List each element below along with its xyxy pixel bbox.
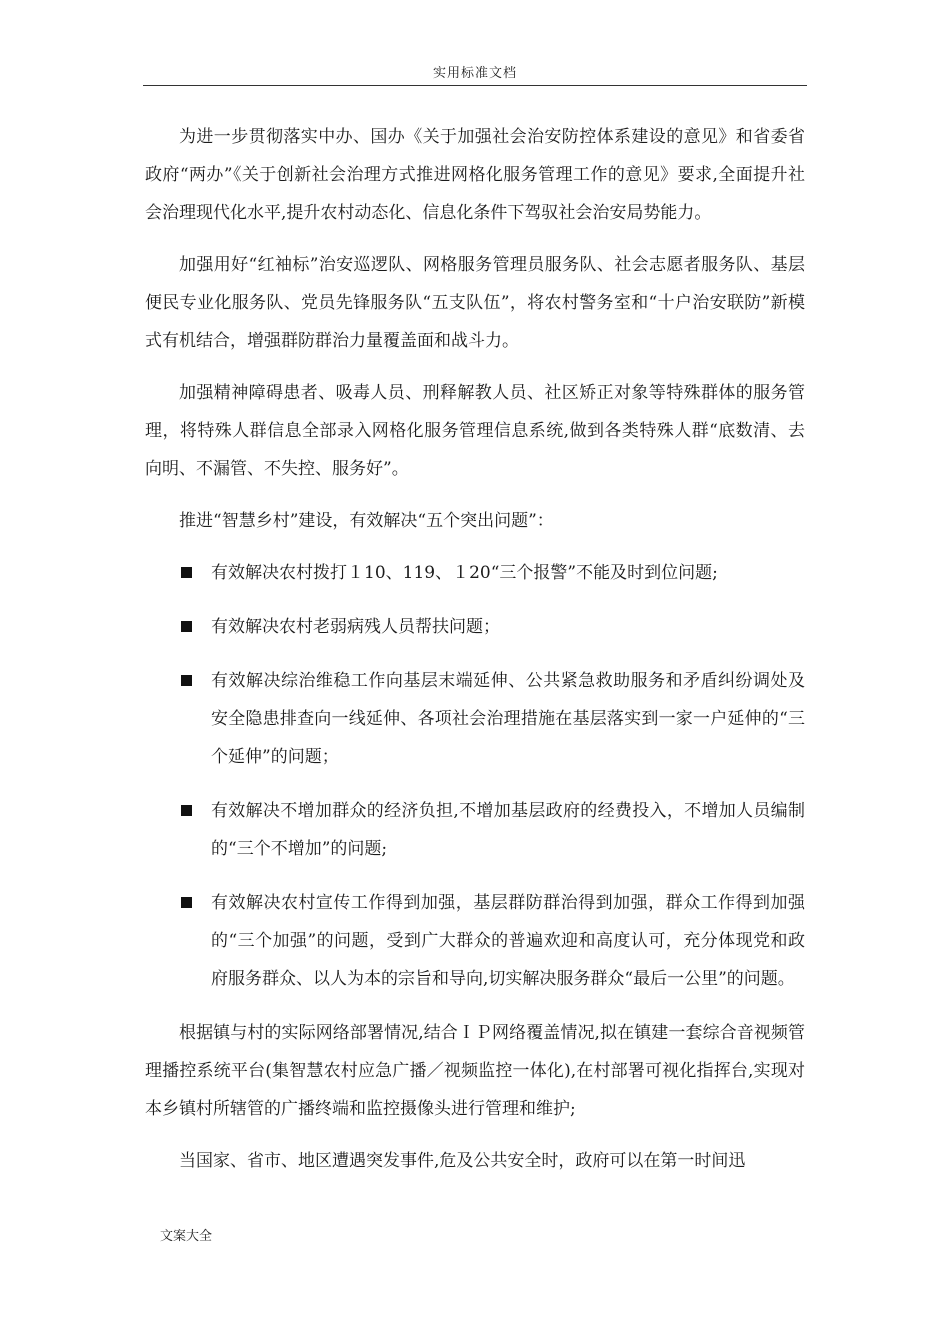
list-item-text: 有效解决不增加群众的经济负担,不增加基层政府的经费投入，不增加人员编制的“三个不增加”的问题; (211, 801, 805, 859)
list-item (145, 792, 805, 868)
paragraph-5: 根据镇与村的实际网络部署情况,结合ＩＰ网络覆盖情况,拟在镇建一套综合音视频管理播控系统平台(集智慧农村应急广播／视频监控一体化),在村部署可视化指挥台,实现对本乡镇村所辖管的广播终端和监控摄像头进行管理和维护; (145, 1023, 805, 1119)
square-bullet-icon (181, 621, 192, 632)
list-item-text: 有效解决综治维稳工作向基层末端延伸、公共紧急救助服务和矛盾纠纷调处及安全隐患排查向一线延伸、各项社会治理措施在基层落实到一家一户延伸的“三个延伸”的问题； (211, 671, 805, 767)
list-item (145, 608, 805, 646)
paragraph-4: 推进“智慧乡村”建设，有效解决“五个突出问题”： (179, 511, 554, 531)
list-item-text: 有效解决农村拨打１10、119、１20“三个报警”不能及时到位问题; (211, 563, 718, 583)
list-item (145, 884, 805, 998)
square-bullet-icon (181, 675, 192, 686)
problem-list (145, 554, 805, 998)
paragraph-1: 为进一步贯彻落实中办、国办《关于加强社会治安防控体系建设的意见》和省委省政府“两办”《关于创新社会治理方式推进网格化服务管理工作的意见》要求,全面提升社会治理现代化水平,提升农村动态化、信息化条件下驾驭社会治安局势能力。 (145, 127, 805, 223)
square-bullet-icon (181, 567, 192, 578)
page-footer: 文案大全 (160, 1229, 213, 1244)
list-item (145, 662, 805, 776)
list-item (145, 554, 805, 592)
list-item-text: 有效解决农村老弱病残人员帮扶问题； (211, 617, 500, 637)
document-body (145, 118, 805, 1194)
paragraph-6: 当国家、省市、地区遭遇突发事件,危及公共安全时，政府可以在第一时间迅 (179, 1151, 746, 1171)
header-divider (143, 85, 807, 86)
paragraph-3: 加强精神障碍患者、吸毒人员、刑释解教人员、社区矫正对象等特殊群体的服务管理，将特殊人群信息全部录入网格化服务管理信息系统,做到各类特殊人群“底数清、去向明、不漏管、不失控、服务好”。 (145, 383, 805, 479)
page-header: 实用标准文档 (432, 66, 517, 81)
square-bullet-icon (181, 897, 192, 908)
square-bullet-icon (181, 805, 192, 816)
paragraph-2: 加强用好“红袖标”治安巡逻队、网格服务管理员服务队、社会志愿者服务队、基层便民专业化服务队、党员先锋服务队“五支队伍”，将农村警务室和“十户治安联防”新模式有机结合，增强群防群治力量覆盖面和战斗力。 (145, 255, 805, 351)
list-item-text: 有效解决农村宣传工作得到加强，基层群防群治得到加强，群众工作得到加强的“三个加强”的问题，受到广大群众的普遍欢迎和高度认可，充分体现党和政府服务群众、以人为本的宗旨和导向,切实解决服务群众“最后一公里”的问题。 (211, 893, 805, 989)
